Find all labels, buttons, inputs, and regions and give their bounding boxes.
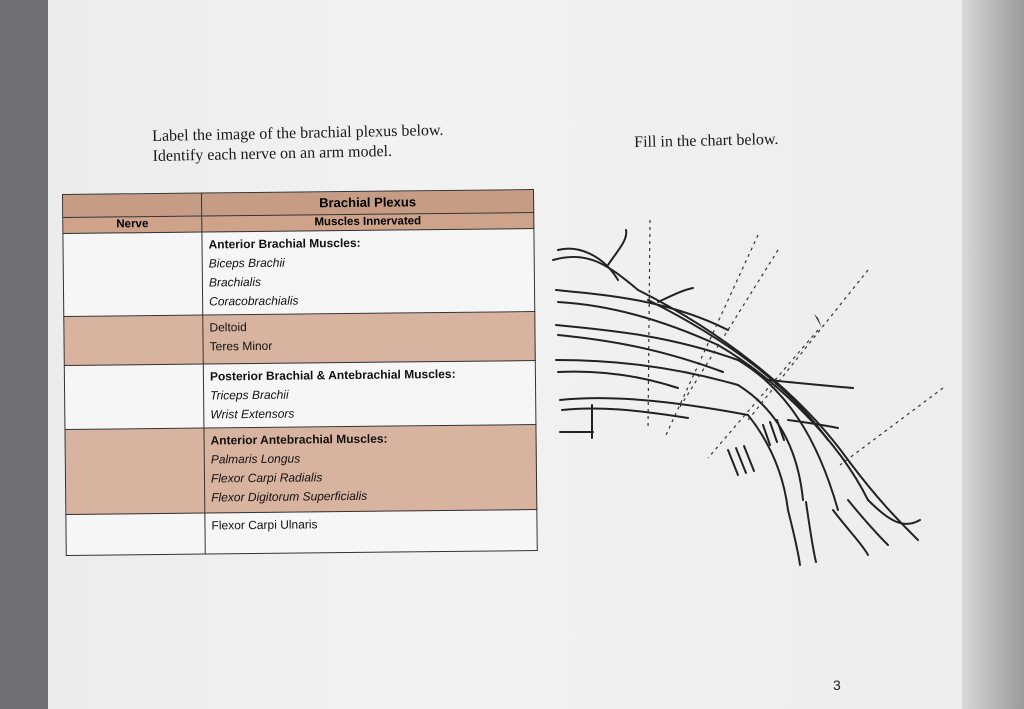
muscle-name: Coracobrachialis xyxy=(209,293,299,309)
nerve-cell-blank[interactable] xyxy=(65,428,205,514)
table-row xyxy=(66,510,537,556)
brachial-plexus-diagram xyxy=(548,210,948,580)
ulnar-branch xyxy=(788,510,800,565)
page-number: 3 xyxy=(833,677,841,693)
page-edge-shadow xyxy=(962,0,1024,709)
muscle-group-heading: Posterior Brachial & Antebrachial Muscles: xyxy=(209,366,456,384)
nerve-cell-blank[interactable] xyxy=(64,364,204,429)
brachial-plexus-table xyxy=(62,189,542,556)
muscle-name: Flexor Carpi Ulnaris xyxy=(211,517,318,533)
column-header-nerve: Nerve xyxy=(63,216,202,233)
muscles-cell xyxy=(202,229,535,315)
instruction-label-image: Label the image of the brachial plexus below. xyxy=(152,121,444,145)
nerve-cell-blank[interactable] xyxy=(63,232,203,316)
muscles-cell xyxy=(204,425,537,513)
muscles-cell xyxy=(205,510,537,554)
muscle-name: Flexor Carpi Radialis xyxy=(210,470,323,486)
nerve-cell-blank[interactable] xyxy=(66,513,205,555)
column-header-muscles: Muscles Innervated xyxy=(202,213,534,232)
muscle-name: Wrist Extensors xyxy=(210,406,295,422)
radial-branch xyxy=(868,500,920,524)
muscle-name: Palmaris Longus xyxy=(210,451,301,467)
lateral-cord xyxy=(638,290,918,540)
muscles-cell xyxy=(203,361,536,428)
instructions-left xyxy=(152,121,444,167)
muscle-name: Deltoid xyxy=(209,320,247,335)
cursor-arrow-icon xyxy=(814,314,822,328)
root-c5 xyxy=(553,257,638,290)
muscle-name: Biceps Brachii xyxy=(208,255,285,271)
muscles-cell xyxy=(203,312,535,364)
posterior-cord xyxy=(718,345,868,500)
instruction-identify-nerve: Identify each nerve on an arm model. xyxy=(152,142,393,165)
muscle-name: Flexor Digitorum Superficialis xyxy=(211,488,368,505)
table-title: Brachial Plexus xyxy=(201,190,533,216)
instruction-fill-chart: Fill in the chart below. xyxy=(634,130,779,151)
muscle-name: Brachialis xyxy=(208,274,262,290)
table-row xyxy=(65,425,537,515)
table-row xyxy=(63,229,535,317)
root-c6 xyxy=(556,290,728,330)
table-row xyxy=(64,312,535,366)
muscle-group-heading: Anterior Brachial Muscles: xyxy=(208,235,361,252)
nerve-cell-blank[interactable] xyxy=(64,315,204,365)
table-row xyxy=(64,361,536,430)
muscle-name: Teres Minor xyxy=(209,338,273,354)
muscle-name: Triceps Brachii xyxy=(210,387,289,403)
muscle-group-heading: Anterior Antebrachial Muscles: xyxy=(210,431,388,448)
